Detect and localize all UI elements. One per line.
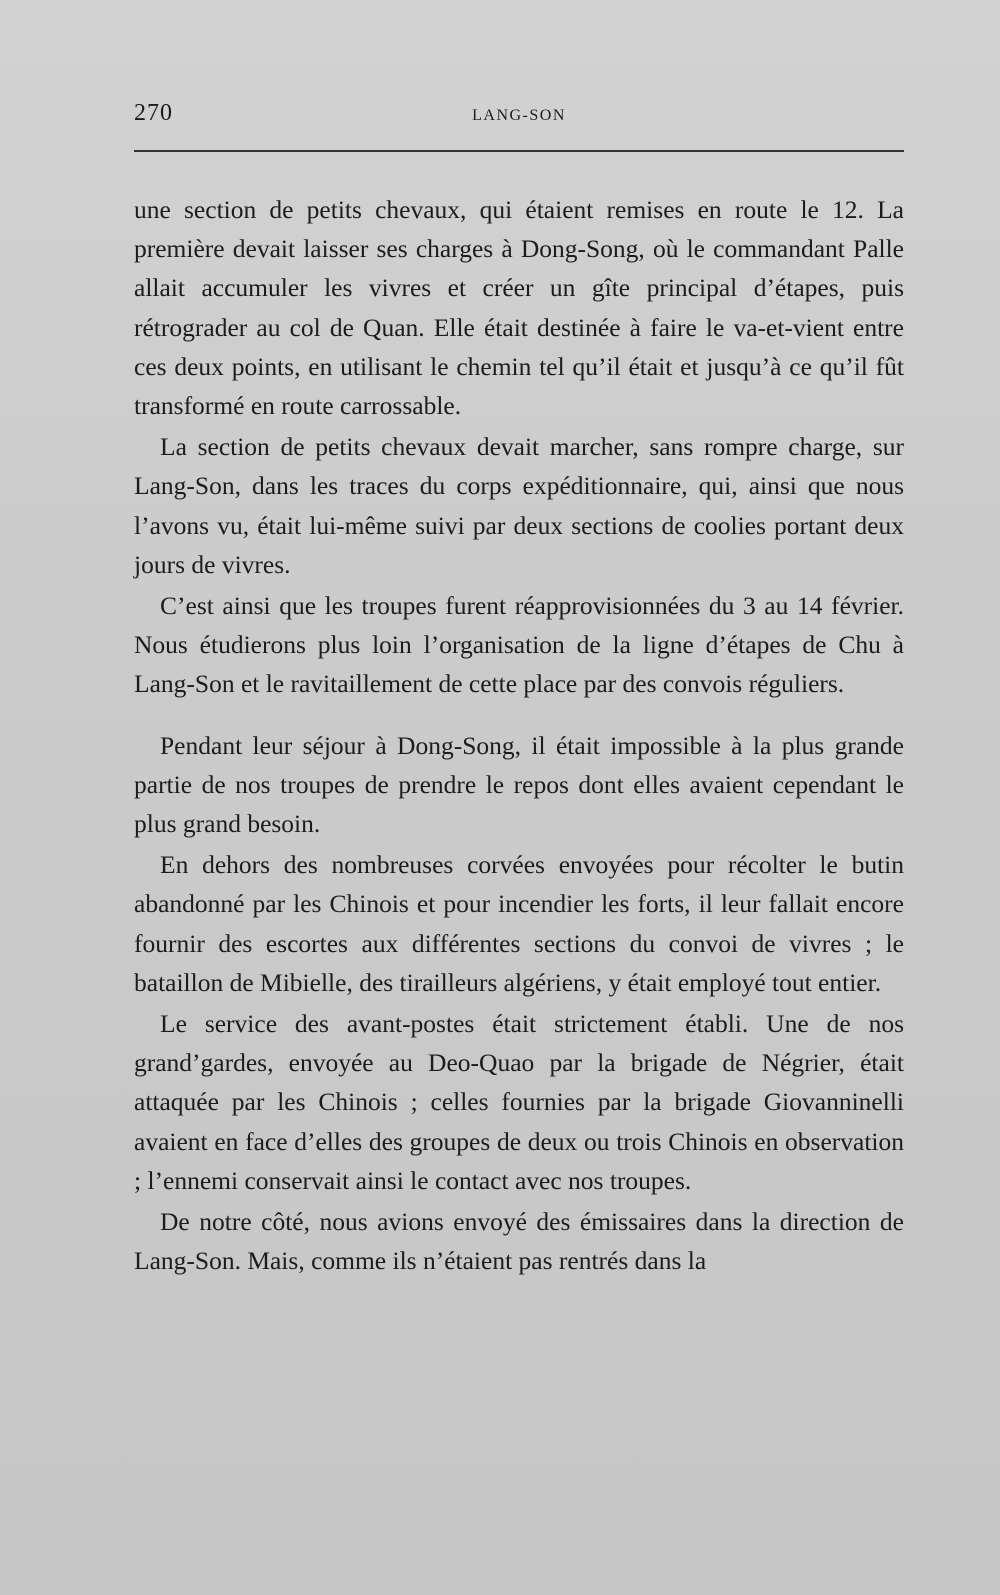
paragraph: une section de petits chevaux, qui étaient remises en route le 12. La première devait laisser ses charges à Dong-Song, où le commandant Palle allait accumuler les vivres et créer un gîte principal d’étapes, puis rétrograder au col de Quan. Elle était destinée à faire le va-et-vient entre ces deux points, en utilisant le chemin tel qu’il était et jusqu’à ce qu’il fût transformé en route carrossable. — [134, 195, 904, 421]
paragraph: En dehors des nombreuses corvées envoyées pour récolter le butin abandonné par les Chinois et pour incendier les forts, il leur fallait encore fournir des escortes aux différentes sections du convoi de vivres ; le bataillon de Mibielle, des tirailleurs algériens, y était employé tout entier. — [134, 850, 904, 997]
paragraph: De notre côté, nous avions envoyé des émissaires dans la direction de Lang-Son. Mais, comme ils n’étaient pas rentrés dans la — [134, 1207, 904, 1276]
body-text — [134, 190, 904, 1280]
page-number: 270 — [134, 100, 173, 126]
page-header — [134, 96, 904, 136]
paragraph: Le service des avant-postes était strictement établi. Une de nos grand’gardes, envoyée au Deo-Quao par la brigade de Négrier, était attaquée par les Chinois ; celles fournies par la brigade Giovanninelli avaient en face d’elles des groupes de deux ou trois Chinois en observation ; l’ennemi conservait ainsi le contact avec nos troupes. — [134, 1009, 904, 1195]
paragraph: C’est ainsi que les troupes furent réapprovisionnées du 3 au 14 février. Nous étudierons plus loin l’organisation de la ligne d’étapes de Chu à Lang-Son et le ravitaillement de cette place par des convois réguliers. — [134, 591, 904, 699]
header-rule — [134, 150, 904, 152]
paragraph: Pendant leur séjour à Dong-Song, il était impossible à la plus grande partie de nos troupes de prendre le repos dont elles avaient cependant le plus grand besoin. — [134, 730, 904, 839]
paragraph: La section de petits chevaux devait marcher, sans rompre charge, sur Lang-Son, dans les traces du corps expéditionnaire, qui, ainsi que nous l’avons vu, était lui-même suivi par deux sections de coolies portant deux jours de vivres. — [134, 432, 904, 579]
running-title: LANG-SON — [472, 107, 566, 124]
